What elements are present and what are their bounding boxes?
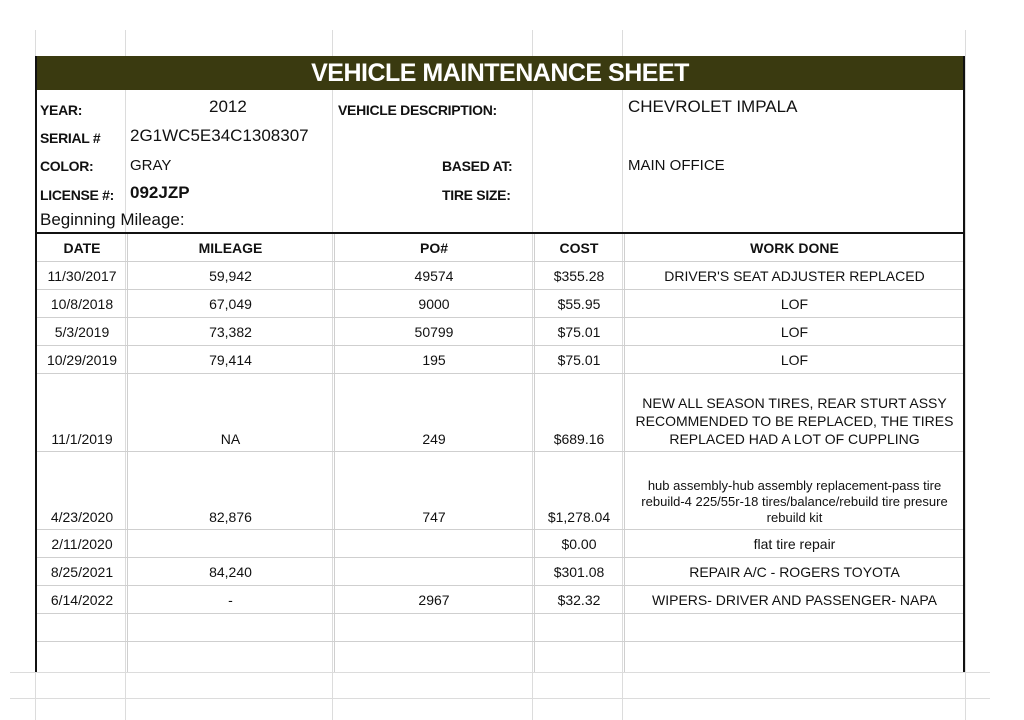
- table-row: [37, 374, 963, 452]
- cell-po: [334, 530, 534, 557]
- cell-mileage: 59,942: [209, 267, 252, 284]
- cell-mileage: 67,049: [209, 295, 252, 312]
- table-row: [37, 262, 963, 290]
- cell-po: 50799: [414, 323, 454, 340]
- table-row: [37, 452, 963, 530]
- license-label: LICENSE #:: [40, 187, 115, 203]
- grid-line: [10, 698, 990, 699]
- header-mileage: MILEAGE: [198, 239, 263, 256]
- year-value: 2012: [209, 97, 247, 116]
- cell-cost: $355.28: [553, 267, 605, 284]
- cell-cost: $75.01: [557, 351, 601, 368]
- serial-label: SERIAL #: [40, 130, 101, 146]
- cell-date: 10/29/2019: [46, 351, 118, 368]
- cell-date: 2/11/2020: [51, 535, 113, 552]
- cell-mileage: NA: [220, 431, 241, 447]
- cell-work-done: hub assembly-hub assembly replacement-pass tire rebuild-4 225/55r-18 tires/balance/rebuild tire presure rebuild kit: [641, 478, 948, 525]
- cell-work-done: LOF: [780, 351, 809, 368]
- header-work-done: WORK DONE: [750, 239, 839, 256]
- cell-date: 4/23/2020: [50, 509, 114, 525]
- cell-work-done: NEW ALL SEASON TIRES, REAR STURT ASSY RECOMMENDED TO BE REPLACED, THE TIRES REPLACED HAD A LOT OF CUPPLING: [635, 395, 954, 447]
- grid-line: [10, 672, 990, 673]
- table-row: [37, 530, 963, 558]
- cell-po: 249: [422, 431, 446, 447]
- vehicle-description-label: VEHICLE DESCRIPTION:: [338, 102, 497, 118]
- cell-po: 2967: [418, 591, 450, 608]
- cell-work-done: REPAIR A/C - ROGERS TOYOTA: [689, 563, 900, 580]
- cell-cost: $689.16: [553, 431, 605, 447]
- cell-date: 6/14/2022: [50, 591, 114, 608]
- year-label: YEAR:: [40, 102, 83, 118]
- sheet-title: VEHICLE MAINTENANCE SHEET: [37, 56, 963, 90]
- cell-cost: $0.00: [561, 535, 597, 552]
- cell-date: 11/30/2017: [47, 267, 117, 284]
- cell-mileage: [127, 530, 334, 557]
- table-row: [37, 558, 963, 586]
- cell-date: 10/8/2018: [50, 295, 114, 312]
- cell-po: 195: [422, 351, 446, 368]
- cell-cost: $32.32: [557, 591, 601, 608]
- tire-size-label: TIRE SIZE:: [442, 187, 511, 203]
- cell-work-done: WIPERS- DRIVER AND PASSENGER- NAPA: [652, 591, 937, 608]
- header-cost: COST: [559, 239, 599, 256]
- table-row: [37, 290, 963, 318]
- cell-mileage: -: [228, 591, 233, 608]
- serial-value: 2G1WC5E34C1308307: [130, 126, 309, 145]
- maintenance-sheet: [35, 56, 965, 672]
- color-label: COLOR:: [40, 158, 94, 174]
- cell-date: 8/25/2021: [50, 563, 114, 580]
- cell-cost: $75.01: [557, 323, 601, 340]
- cell-po: 747: [422, 509, 446, 525]
- cell-po: 49574: [414, 267, 454, 284]
- cell-cost: $301.08: [553, 563, 605, 580]
- header-po: PO#: [419, 239, 448, 256]
- cell-po: 9000: [418, 295, 450, 312]
- empty-row: [37, 614, 963, 642]
- cell-date: 5/3/2019: [54, 323, 110, 340]
- cell-mileage: 73,382: [209, 323, 252, 340]
- cell-cost: $1,278.04: [547, 509, 611, 525]
- cell-mileage: 84,240: [209, 563, 252, 580]
- cell-date: 11/1/2019: [51, 431, 113, 447]
- beginning-mileage-label: Beginning Mileage:: [40, 210, 185, 229]
- cell-cost: $55.95: [557, 295, 601, 312]
- cell-work-done: LOF: [780, 323, 809, 340]
- based-at-value: MAIN OFFICE: [628, 157, 725, 174]
- header-date: DATE: [63, 239, 101, 256]
- table-row: [37, 318, 963, 346]
- table-row: [37, 346, 963, 374]
- grid-line: [965, 30, 966, 720]
- based-at-label: BASED AT:: [442, 158, 513, 174]
- cell-po: [334, 558, 534, 585]
- color-value: GRAY: [130, 157, 172, 174]
- cell-work-done: flat tire repair: [753, 535, 836, 552]
- table-row: [37, 586, 963, 614]
- table-header-row: [37, 234, 963, 262]
- cell-mileage: 82,876: [209, 509, 252, 525]
- cell-work-done: LOF: [780, 295, 809, 312]
- license-value: 092JZP: [130, 183, 190, 202]
- vehicle-description-value: CHEVROLET IMPALA: [628, 97, 798, 116]
- cell-mileage: 79,414: [209, 351, 252, 368]
- cell-work-done: DRIVER'S SEAT ADJUSTER REPLACED: [664, 267, 925, 284]
